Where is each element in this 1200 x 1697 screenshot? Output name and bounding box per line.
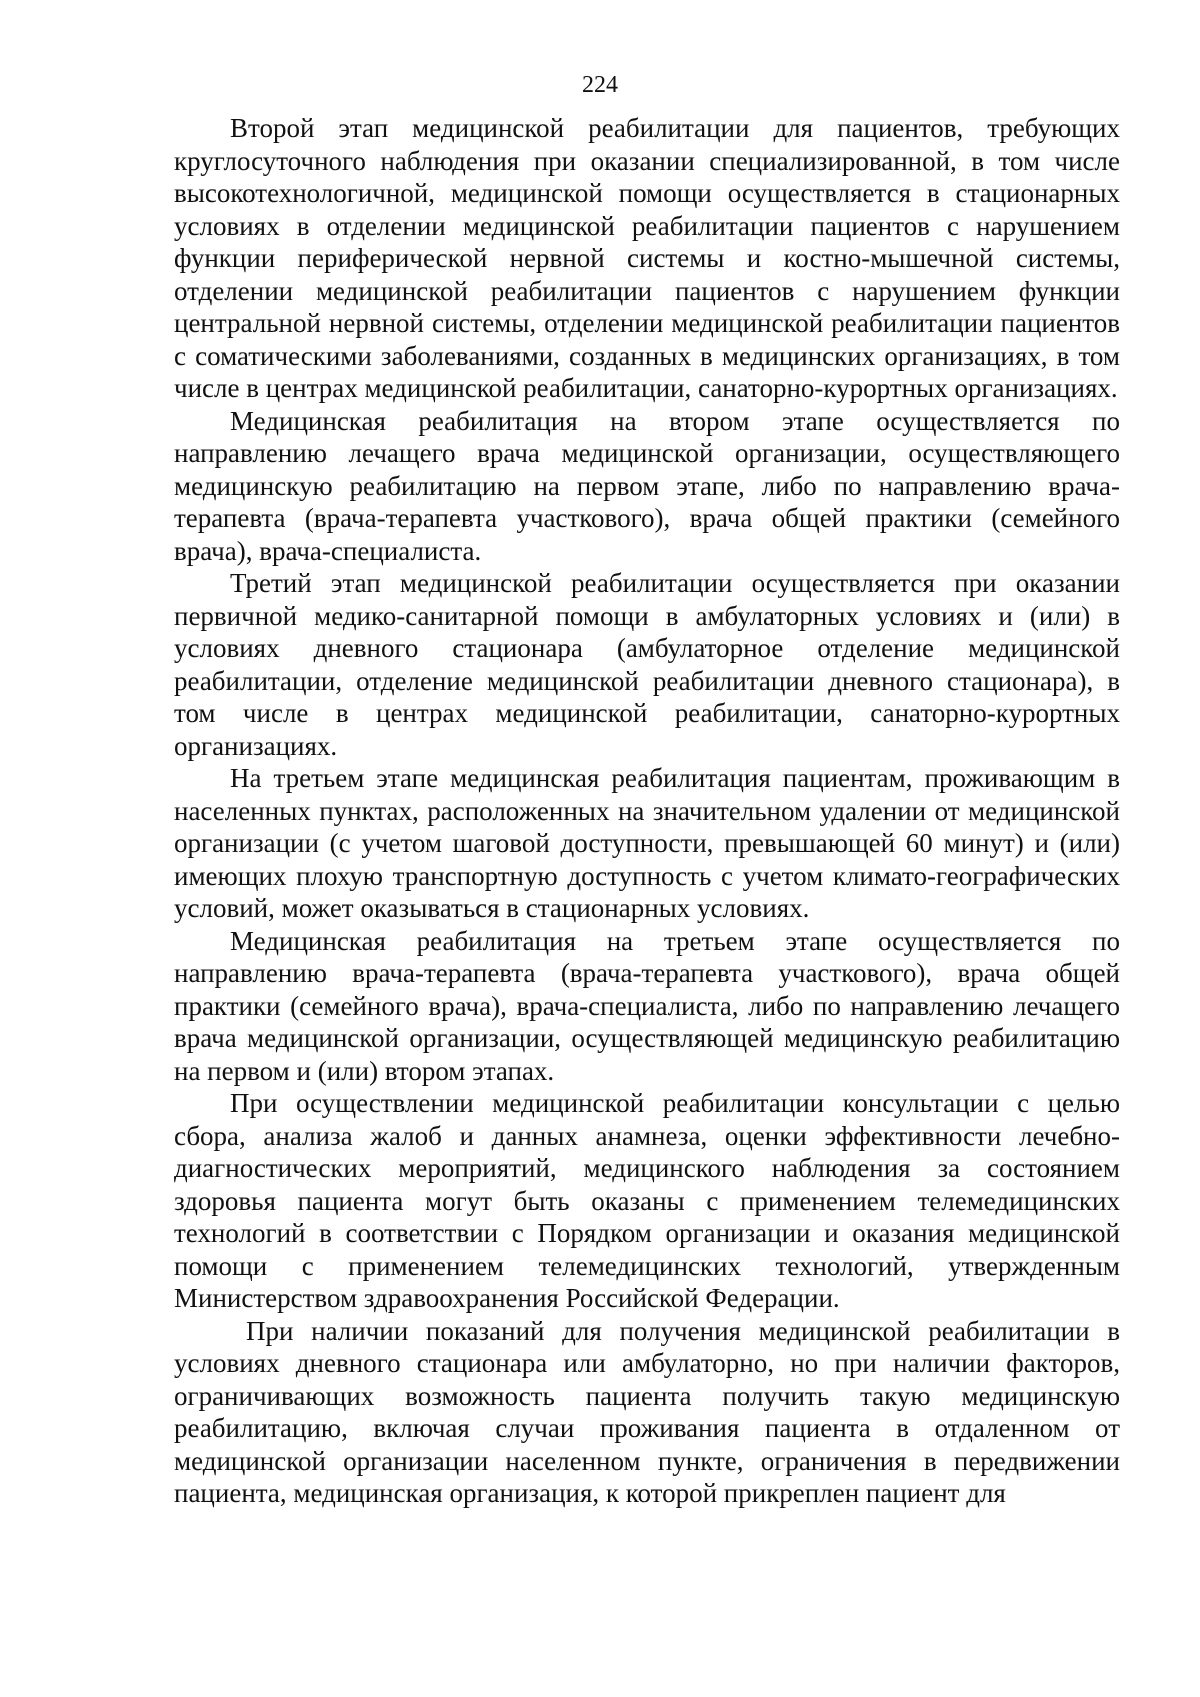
paragraph-remote-patients: При наличии показаний для получения медицинской реабилитации в условиях дневного стационара или амбулаторно, но при наличии факторов, ограничивающих возможность пациента получить такую медицинскую реабилитацию, включая случаи проживания пациента в отдаленном от медицинской организации населенном пункте, ограничения в передвижении пациента, медицинская организация, к которой прикреплен пациент для <box>174 1315 1120 1508</box>
paragraph-telemedicine: При осуществлении медицинской реабилитации консультации с целью сбора, анализа жалоб и данных анамнеза, оценки эффективности лечебно-диагностических мероприятий, медицинского наблюдения за состоянием здоровья пациента могут быть оказаны с применением телемедицинских технологий в соответствии с Порядком организации и оказания медицинской помощи с применением телемедицинских технологий, утвержденным Министерством здравоохранения Российской Федерации. <box>174 1088 1120 1313</box>
paragraph-third-stage-referral: Медицинская реабилитация на третьем этапе осуществляется по направлению врача-терапевта (врача-терапевта участкового), врача общей практики (семейного врача), врача-специалиста, либо по направлению лечащего врача медицинской организации, осуществляющей медицинскую реабилитацию на первом и (или) втором этапах. <box>174 925 1120 1086</box>
paragraph-third-stage: Третий этап медицинской реабилитации осуществляется при оказании первичной медико-санитарной помощи в амбулаторных условиях и (или) в условиях дневного стационара (амбулаторное отделение медицинской реабилитации, отделение медицинской реабилитации дневного стационара), в том числе в центрах медицинской реабилитации, санаторно-курортных организациях. <box>174 568 1120 761</box>
paragraph-second-stage: Второй этап медицинской реабилитации для пациентов, требующих круглосуточного наблюдения при оказании специализированной, в том числе высокотехнологичной, медицинской помощи осуществляется в стационарных условиях в отделении медицинской реабилитации пациентов с нарушением функции периферической нервной системы и костно-мышечной системы, отделении медицинской реабилитации пациентов с нарушением функции центральной нервной системы, отделении медицинской реабилитации пациентов с соматическими заболеваниями, созданных в медицинских организациях, в том числе в центрах медицинской реабилитации, санаторно-курортных организациях. <box>174 113 1120 403</box>
document-body <box>174 112 1120 1510</box>
paragraph-third-stage-inpatient: На третьем этапе медицинская реабилитация пациентам, проживающим в населенных пунктах, расположенных на значительном удалении от медицинской организации (с учетом шаговой доступности, превышающей 60 минут) и (или) имеющих плохую транспортную доступность с учетом климато-географических условий, может оказываться в стационарных условиях. <box>174 763 1120 923</box>
page-number: 224 <box>582 72 618 98</box>
paragraph-second-stage-referral: Медицинская реабилитация на втором этапе осуществляется по направлению лечащего врача медицинской организации, осуществляющего медицинскую реабилитацию на первом этапе, либо по направлению врача-терапевта (врача-терапевта участкового), врача общей практики (семейного врача), врача-специалиста. <box>174 405 1120 566</box>
